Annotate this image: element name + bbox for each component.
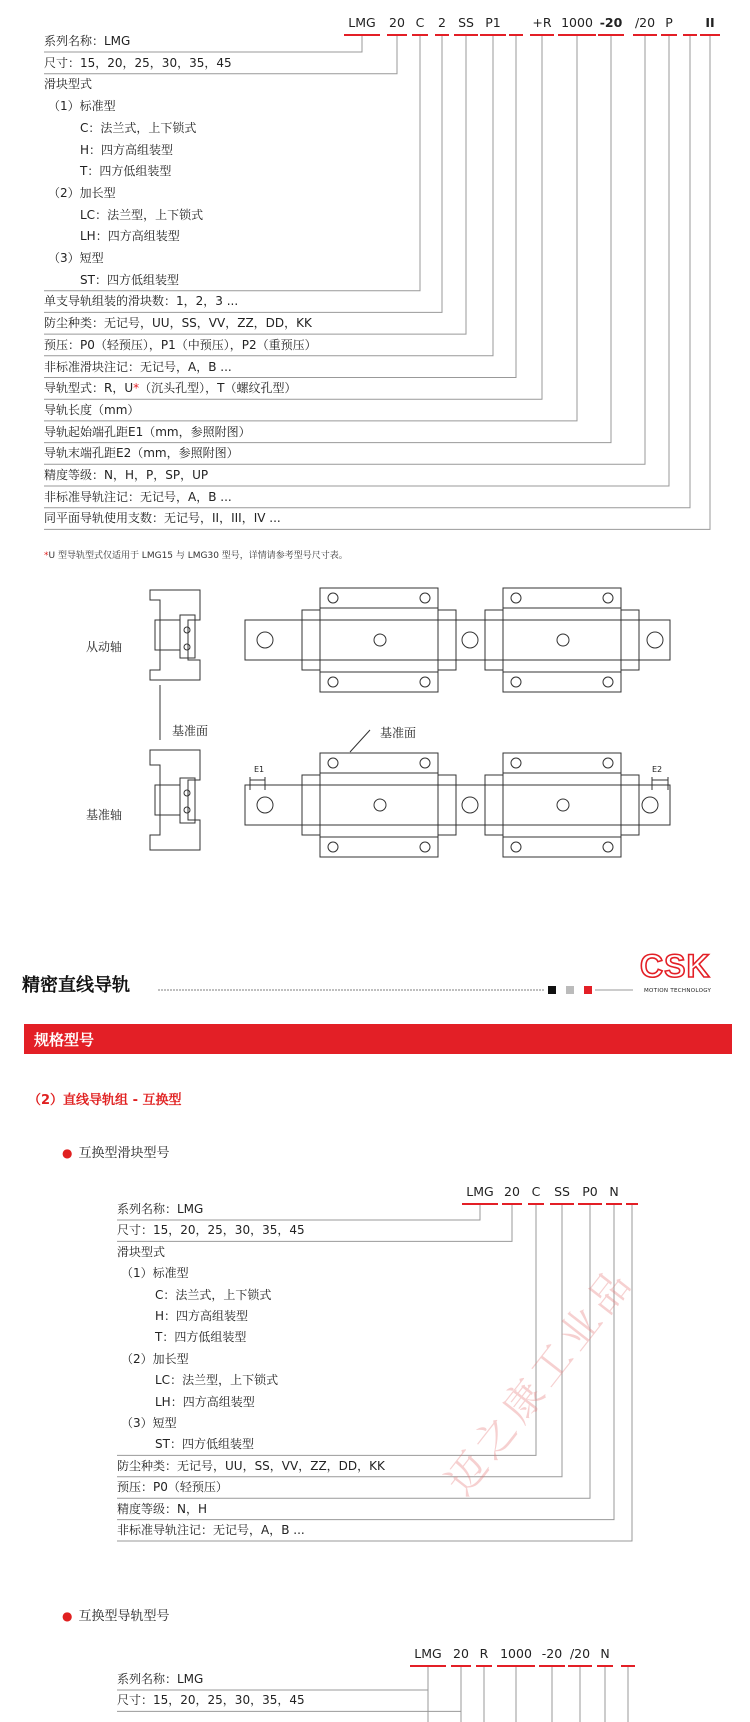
code1-line: H：四方高组装型 bbox=[80, 142, 174, 157]
code2-line: 非标准导轨注记：无记号，A，B ... bbox=[117, 1523, 305, 1537]
code1-segment: II bbox=[705, 15, 715, 30]
code2-line: LC：法兰型，上下锁式 bbox=[155, 1373, 279, 1388]
code2-line: ST：四方低组装型 bbox=[155, 1437, 254, 1452]
code1-segment: 1000 bbox=[561, 15, 593, 30]
code1-line: 滑块型式 bbox=[44, 77, 93, 92]
code2-line: （3）短型 bbox=[121, 1416, 177, 1430]
code3-line: 尺寸：15，20，25，30，35，45 bbox=[117, 1693, 305, 1708]
code2-line: H：四方高组装型 bbox=[155, 1309, 249, 1323]
watermark: 迈之康工业品 bbox=[437, 1258, 644, 1504]
code1-line: 导轨末端孔距E2（mm，参照附图） bbox=[44, 446, 239, 461]
code1-line: 系列名称：LMG bbox=[44, 34, 131, 48]
code3-segment: LMG bbox=[414, 1646, 442, 1661]
code1-segment: 2 bbox=[438, 15, 446, 30]
code2-line: 滑块型式 bbox=[117, 1244, 166, 1259]
code1-line: （2）加长型 bbox=[48, 185, 116, 200]
csk-logo: CSK MOTION TECHNOLOGY bbox=[640, 948, 712, 994]
code1-line: 同平面导轨使用支数：无记号，II，III，IV ... bbox=[44, 511, 281, 526]
code1-line: 非标准导轨注记：无记号，A，B ... bbox=[44, 489, 232, 504]
reference-axis-label: 基准轴 bbox=[86, 808, 123, 822]
code2-line: （2）加长型 bbox=[121, 1351, 189, 1366]
code2-line: C：法兰式，上下锁式 bbox=[155, 1287, 272, 1302]
code1-line: ST：四方低组装型 bbox=[80, 272, 179, 287]
ref-surface-label-left: 基准面 bbox=[172, 724, 209, 738]
code3-segment: R bbox=[479, 1646, 489, 1661]
code3-segment: 20 bbox=[453, 1646, 469, 1661]
code1-line: 导轨型式：R，U*（沉头孔型），T（螺纹孔型） bbox=[44, 381, 297, 396]
code1-line: 非标准滑块注记：无记号，A，B ... bbox=[44, 359, 232, 374]
bullet-slider-model: ● 互换型滑块型号 bbox=[62, 1146, 170, 1161]
code1-line: T：四方低组装型 bbox=[80, 164, 172, 179]
code1-segment: SS bbox=[458, 15, 474, 30]
code2-segment: C bbox=[531, 1184, 541, 1199]
code2-line: 防尘种类：无记号，UU，SS，VV，ZZ，DD，KK bbox=[117, 1458, 385, 1473]
ref-surface-label-top: 基准面 bbox=[380, 726, 417, 740]
u-rail-note: *U 型导轨型式仅适用于 LMG15 与 LMG30 型号，详情请参考型号尺寸表。 bbox=[44, 551, 348, 561]
code1-line: 单支导轨组装的滑块数：1，2，3 ... bbox=[44, 294, 239, 309]
code2-segment: SS bbox=[554, 1184, 570, 1199]
code1-segment: +R bbox=[532, 15, 552, 30]
code1-segment: 20 bbox=[389, 15, 405, 30]
bullet-rail-model: ● 互换型导轨型号 bbox=[62, 1609, 170, 1624]
code1-segment: LMG bbox=[348, 15, 376, 30]
section2-title: （2）直线导轨组 - 互换型 bbox=[28, 1093, 182, 1108]
code1-segment: /20 bbox=[634, 15, 656, 30]
code1-line: 尺寸：15，20，25，30，35，45 bbox=[44, 55, 232, 70]
driven-axis-label: 从动轴 bbox=[86, 640, 123, 654]
code1-line: 精度等级：N，H，P，SP，UP bbox=[44, 468, 209, 482]
code2-segment: P0 bbox=[582, 1184, 598, 1199]
code2-line: T：四方低组装型 bbox=[155, 1330, 247, 1345]
code2-line: 尺寸：15，20，25，30，35，45 bbox=[117, 1223, 305, 1238]
code2-line: LH：四方高组装型 bbox=[155, 1394, 255, 1409]
code2-line: 系列名称：LMG bbox=[117, 1202, 204, 1216]
code3-segment: N bbox=[600, 1646, 610, 1661]
page-title: 精密直线导轨 bbox=[22, 975, 130, 996]
code3-segment: 1000 bbox=[500, 1646, 532, 1661]
code2-segment: N bbox=[609, 1184, 619, 1199]
code1-line: LH：四方高组装型 bbox=[80, 229, 180, 244]
code1-segment: P bbox=[665, 15, 673, 30]
e1-label: E1 bbox=[254, 765, 265, 774]
code1-segment: P1 bbox=[485, 15, 501, 30]
code2-segment: 20 bbox=[504, 1184, 520, 1199]
code1-line: LC：法兰型，上下锁式 bbox=[80, 207, 204, 222]
code1-line: 导轨长度（mm） bbox=[44, 402, 140, 417]
code3-segment: /20 bbox=[569, 1646, 591, 1661]
code2-line: （1）标准型 bbox=[121, 1266, 189, 1281]
code1-line: （1）标准型 bbox=[48, 99, 116, 114]
code1-line: （3）短型 bbox=[48, 251, 104, 265]
code2-segment: LMG bbox=[466, 1184, 494, 1199]
code1-line: 预压：P0（轻预压），P1（中预压），P2（重预压） bbox=[44, 337, 317, 352]
spec-banner: 规格型号 bbox=[24, 1024, 732, 1054]
code1-line: 导轨起始端孔距E1（mm，参照附图） bbox=[44, 424, 251, 439]
code1-segment: C bbox=[415, 15, 425, 30]
code2-line: 精度等级：N，H bbox=[117, 1501, 208, 1516]
code2-line: 预压：P0（轻预压） bbox=[117, 1480, 228, 1495]
code3-segment: -20 bbox=[541, 1646, 563, 1661]
e2-label: E2 bbox=[652, 765, 663, 774]
code3-line: 系列名称：LMG bbox=[117, 1672, 204, 1686]
code1-segment: -20 bbox=[599, 15, 623, 30]
code1-line: 防尘种类：无记号，UU，SS，VV，ZZ，DD，KK bbox=[44, 316, 312, 331]
code1-line: C：法兰式，上下锁式 bbox=[80, 120, 197, 135]
